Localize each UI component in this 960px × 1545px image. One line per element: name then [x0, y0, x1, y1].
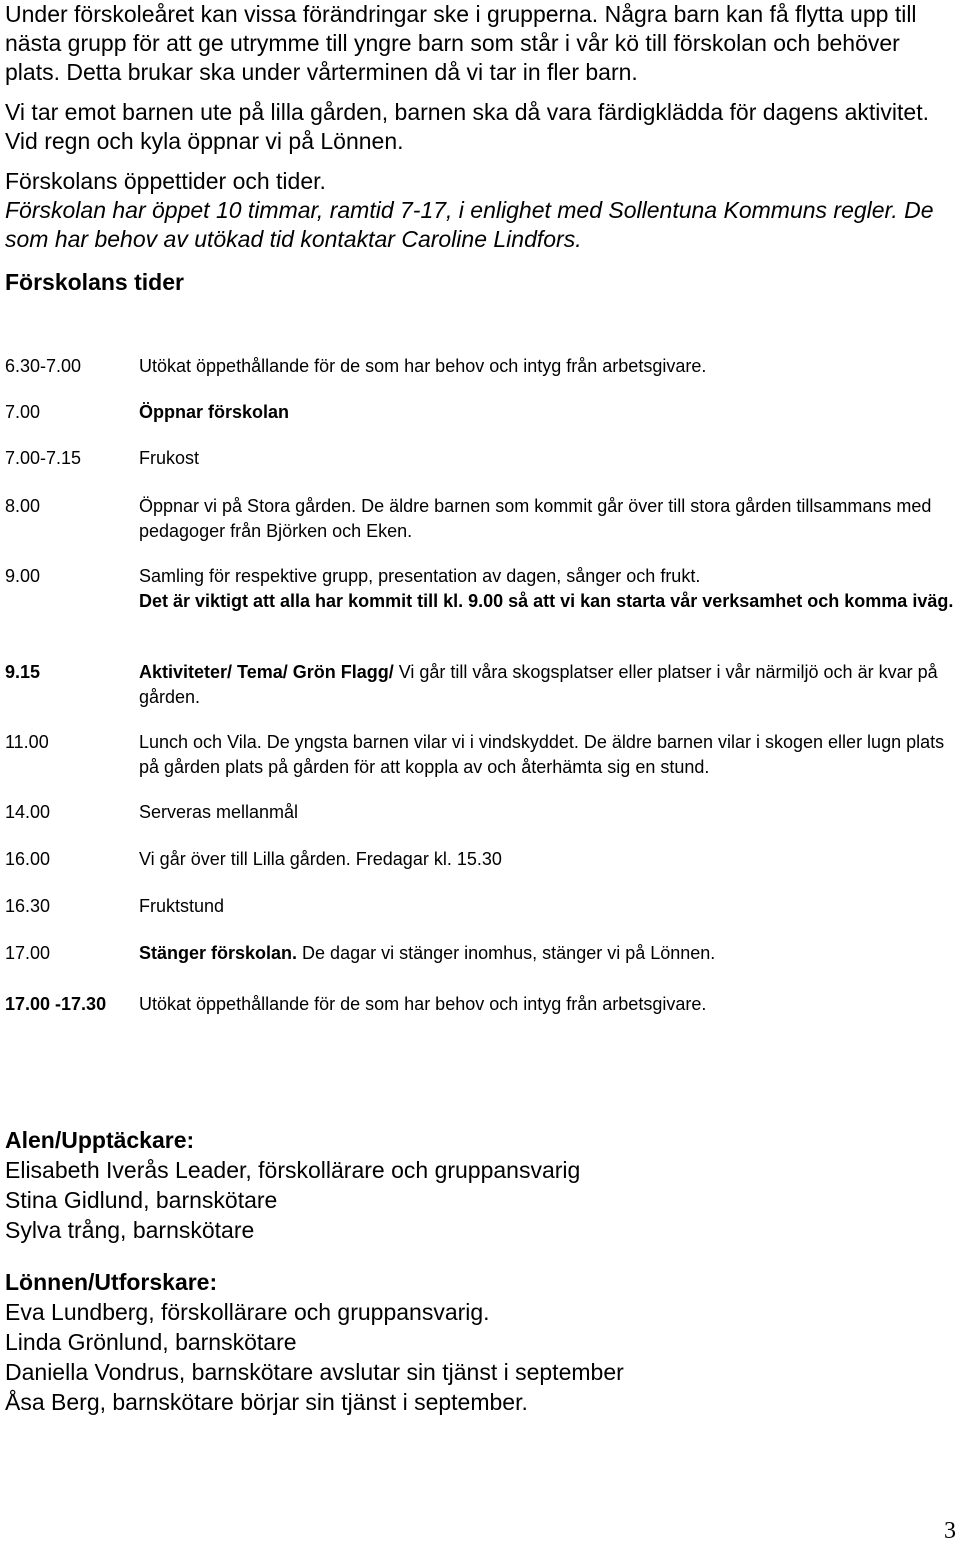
- schedule-time: 16.00: [5, 849, 51, 869]
- schedule-important-note: Det är viktigt att alla har kommit till kl. 9.00 så att vi kan starta vår verksamhet och komma iväg.: [139, 591, 954, 611]
- schedule-description: Utökat öppethållande för de som har behov och intyg från arbetsgivare.: [139, 994, 707, 1014]
- schedule-time: 9.00: [5, 566, 41, 586]
- opening-hours-text: Förskolan har öppet 10 timmar, ramtid 7-17, i enlighet med Sollentuna Kommuns regler. De som har behov av utökad tid kontaktar Caroline Lindfors.: [5, 197, 934, 252]
- schedule-description: [139, 660, 955, 730]
- schedule-row: [5, 494, 955, 564]
- schedule-row: [5, 446, 955, 494]
- staff-member: Elisabeth Iverås Leader, förskollärare och gruppansvarig: [5, 1157, 581, 1183]
- intro-paragraph-group-changes: Under förskoleåret kan vissa förändringar ske i grupperna. Några barn kan få flytta upp till nästa grupp för att ge utrymme till yngre barn som står i vår kö till förskolan och behöver plats. Detta brukar ska under vårterminen då vi tar in fler barn.: [5, 1, 917, 85]
- staff-group-lonnen: [5, 1267, 945, 1417]
- staff-section: [5, 1125, 945, 1417]
- schedule-row: [5, 660, 955, 730]
- schedule-row: [5, 800, 955, 847]
- schedule-description-text: Vi går till våra skogsplatser eller platser i vår närmiljö och är kvar på gården.: [139, 662, 938, 707]
- schedule-description: [139, 941, 955, 992]
- opening-hours-heading: Förskolans öppettider och tider.: [5, 168, 326, 194]
- staff-member: Sylva trång, barnskötare: [5, 1217, 255, 1243]
- schedule-description: Fruktstund: [139, 896, 225, 916]
- schedule-row: [5, 564, 955, 660]
- schedule-description: Öppnar förskolan: [139, 402, 290, 422]
- staff-group-alen: [5, 1125, 945, 1245]
- staff-member: Stina Gidlund, barnskötare: [5, 1187, 278, 1213]
- schedule-row: [5, 847, 955, 894]
- schedule-row: [5, 992, 955, 1022]
- intro-section: [5, 0, 945, 297]
- schedule-time: 8.00: [5, 496, 41, 516]
- schedule-bold-text: Aktiviteter/ Tema/ Grön Flagg/: [139, 662, 394, 682]
- intro-paragraph-arrival: Vi tar emot barnen ute på lilla gården, barnen ska då vara färdigklädda för dagens aktivitet. Vid regn och kyla öppnar vi på Lönnen.: [5, 99, 929, 154]
- schedule-row: [5, 354, 955, 400]
- schedule-row: [5, 400, 955, 446]
- schedule-description: Serveras mellanmål: [139, 802, 299, 822]
- schedule-time: 14.00: [5, 802, 51, 822]
- staff-member: Linda Grönlund, barnskötare: [5, 1329, 297, 1355]
- page-number: 3: [944, 1518, 956, 1544]
- schedule-description: Vi går över till Lilla gården. Fredagar kl. 15.30: [139, 849, 502, 869]
- schedule-description: Utökat öppethållande för de som har behov och intyg från arbetsgivare.: [139, 356, 707, 376]
- schedule-description-text: Samling för respektive grupp, presentation av dagen, sånger och frukt.: [139, 566, 701, 586]
- schedule-description: [139, 564, 955, 660]
- staff-member: Åsa Berg, barnskötare börjar sin tjänst i september.: [5, 1389, 528, 1415]
- schedule-time: 7.00-7.15: [5, 448, 82, 468]
- schedule-time: 9.15: [5, 662, 41, 682]
- schedule-description-text: De dagar vi stänger inomhus, stänger vi på Lönnen.: [297, 943, 716, 963]
- schedule-heading: Förskolans tider: [5, 269, 184, 295]
- schedule-description: Öppnar vi på Stora gården. De äldre barnen som kommit går över till stora gården tillsammans med pedagoger från Björken och Eken.: [139, 496, 932, 541]
- staff-group-title: Alen/Upptäckare:: [5, 1127, 195, 1153]
- staff-member: Eva Lundberg, förskollärare och gruppansvarig.: [5, 1299, 490, 1325]
- schedule-row: [5, 941, 955, 992]
- schedule-row: [5, 730, 955, 800]
- schedule-row: [5, 894, 955, 941]
- schedule-time: 6.30-7.00: [5, 356, 82, 376]
- schedule-description: Lunch och Vila. De yngsta barnen vilar vi i vindskyddet. De äldre barnen vilar i skogen eller lugn plats på gården plats på gården för att koppla av och återhämta sig en stund.: [139, 732, 945, 777]
- schedule-time: 11.00: [5, 732, 49, 752]
- schedule-time: 7.00: [5, 402, 41, 422]
- staff-member: Daniella Vondrus, barnskötare avslutar sin tjänst i september: [5, 1359, 624, 1385]
- schedule-description: Frukost: [139, 448, 200, 468]
- schedule-bold-text: Stänger förskolan.: [139, 943, 298, 963]
- schedule-time: 17.00: [5, 943, 51, 963]
- staff-group-title: Lönnen/Utforskare:: [5, 1269, 218, 1295]
- schedule-time: 16.30: [5, 896, 51, 916]
- schedule-list: [5, 354, 955, 1022]
- schedule-time: 17.00 -17.30: [5, 994, 107, 1014]
